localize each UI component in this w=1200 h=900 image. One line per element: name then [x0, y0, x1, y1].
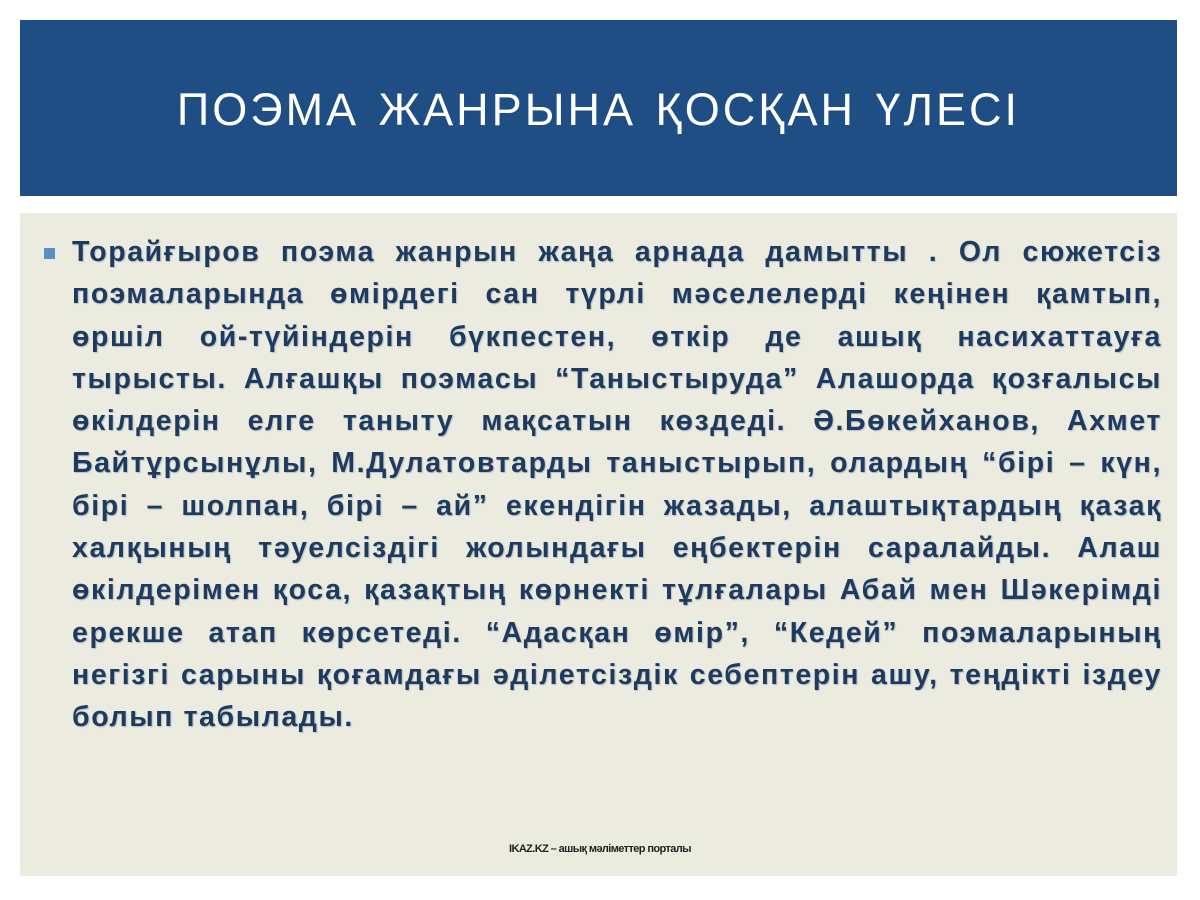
bullet-square-icon [44, 248, 55, 259]
title-banner [20, 20, 1177, 196]
footer-source-note: IKAZ.KZ – ашық мәліметтер порталы [509, 843, 691, 855]
slide-title: ПОЭМА ЖАНРЫНА ҚОСҚАН ҮЛЕСІ [176, 84, 1021, 135]
body-paragraph: Торайғыров поэма жанрын жаңа арнада дамытты . Ол сюжетсіз поэмаларында өмірдегі сан түрлі мәселелерді кеңінен қамтып, өршіл ой-түйіндерін бүкпестен, өткір де ашық насихаттауға тырысты. Алғашқы поэмасы “Таныстыруда” Алашорда қозғалысы өкілдерін елге таныту мақсатын көздеді. Ә.Бөкейханов, Ахмет Байтұрсынұлы, М.Дулатовтарды таныстырып, олардың “бірі – күн, бірі – шолпан, бірі – ай” екендігін жазады, алаштықтардың қазақ халқының тәуелсіздігі жолындағы еңбектерін саралайды. Алаш өкілдерімен қоса, қазақтың көрнекті тұлғалары Абай мен Шәкерімді ерекше атап көрсетеді. “Адасқан өмір”, “Кедей” поэмаларының негізгі сарыны қоғамдағы әділетсіздік себептерін ашу, теңдікті іздеу болып табылады. [72, 236, 1162, 734]
content-panel [20, 213, 1177, 876]
